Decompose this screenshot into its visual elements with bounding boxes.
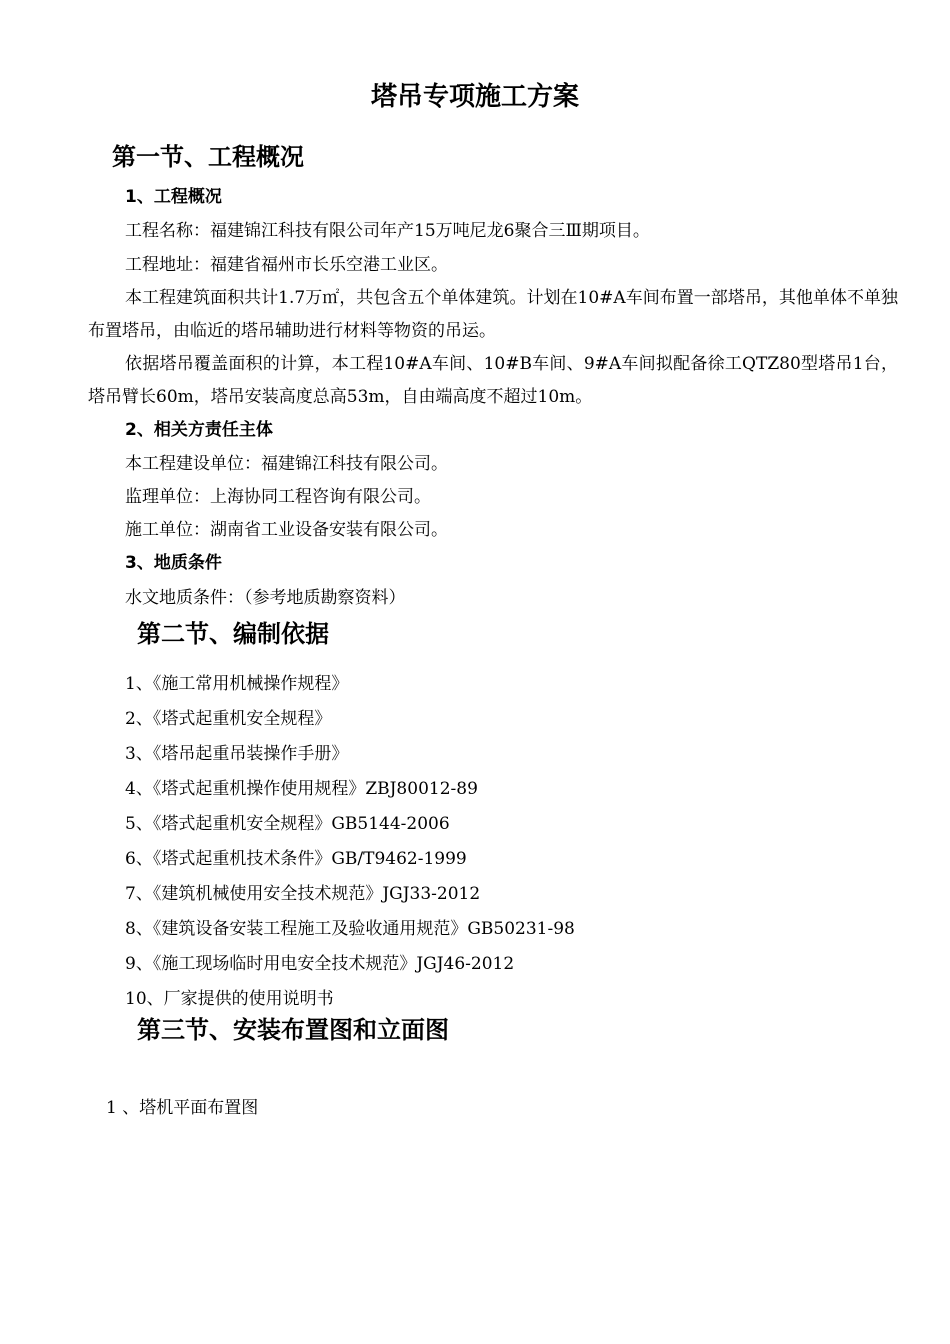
hydro-conditions: 水文地质条件：（参考地质勘察资料） [125, 588, 406, 608]
contractor-unit: 施工单位：湖南省工业设备安装有限公司。 [125, 520, 448, 540]
reference-item: 2、《塔式起重机安全规程》 [125, 709, 332, 729]
reference-item: 9、《施工现场临时用电安全技术规范》JGJ46-2012 [125, 954, 515, 974]
document-title: 塔吊专项施工方案 [370, 82, 579, 112]
owner-unit: 本工程建设单位：福建锦江科技有限公司。 [125, 454, 448, 474]
supervisor-unit: 监理单位：上海协同工程咨询有限公司。 [125, 487, 431, 507]
project-address: 工程地址：福建省福州市长乐空港工业区。 [125, 255, 448, 275]
reference-item: 10、厂家提供的使用说明书 [125, 989, 334, 1009]
layout-plan-item: 1 、塔机平面布置图 [106, 1098, 259, 1118]
sub2-heading: 2、相关方责任主体 [125, 420, 273, 440]
section2-heading: 第二节、编制依据 [137, 620, 329, 648]
reference-item: 3、《塔吊起重吊装操作手册》 [125, 744, 349, 764]
section1-heading: 第一节、工程概况 [112, 143, 304, 171]
reference-item: 7、《建筑机械使用安全技术规范》JGJ33-2012 [125, 884, 481, 904]
sub3-heading: 3、地质条件 [125, 553, 222, 573]
section3-heading: 第三节、安装布置图和立面图 [137, 1016, 449, 1044]
reference-item: 8、《建筑设备安装工程施工及验收通用规范》GB50231-98 [125, 919, 575, 939]
project-name: 工程名称：福建锦江科技有限公司年产15万吨尼龙6聚合三Ⅲ期项目。 [125, 221, 650, 241]
project-para1: 本工程建筑面积共计1.7万㎡，共包含五个单体建筑。计划在10#A车间布置一部塔吊，其他单体不单独布置塔吊，由临近的塔吊辅助进行材料等物资的吊运。 [88, 288, 898, 341]
sub1-heading: 1、工程概况 [125, 187, 222, 207]
reference-item: 5、《塔式起重机安全规程》GB5144-2006 [125, 814, 450, 834]
reference-item: 4、《塔式起重机操作使用规程》ZBJ80012-89 [125, 779, 478, 799]
reference-item: 1、《施工常用机械操作规程》 [125, 674, 349, 694]
reference-item: 6、《塔式起重机技术条件》GB/T9462-1999 [125, 849, 467, 869]
project-para2: 依据塔吊覆盖面积的计算，本工程10#A车间、10#B车间、9#A车间拟配备徐工QTZ80型塔吊1台，塔吊臂长60m，塔吊安装高度总高53m，自由端高度不超过10m。 [88, 354, 898, 407]
